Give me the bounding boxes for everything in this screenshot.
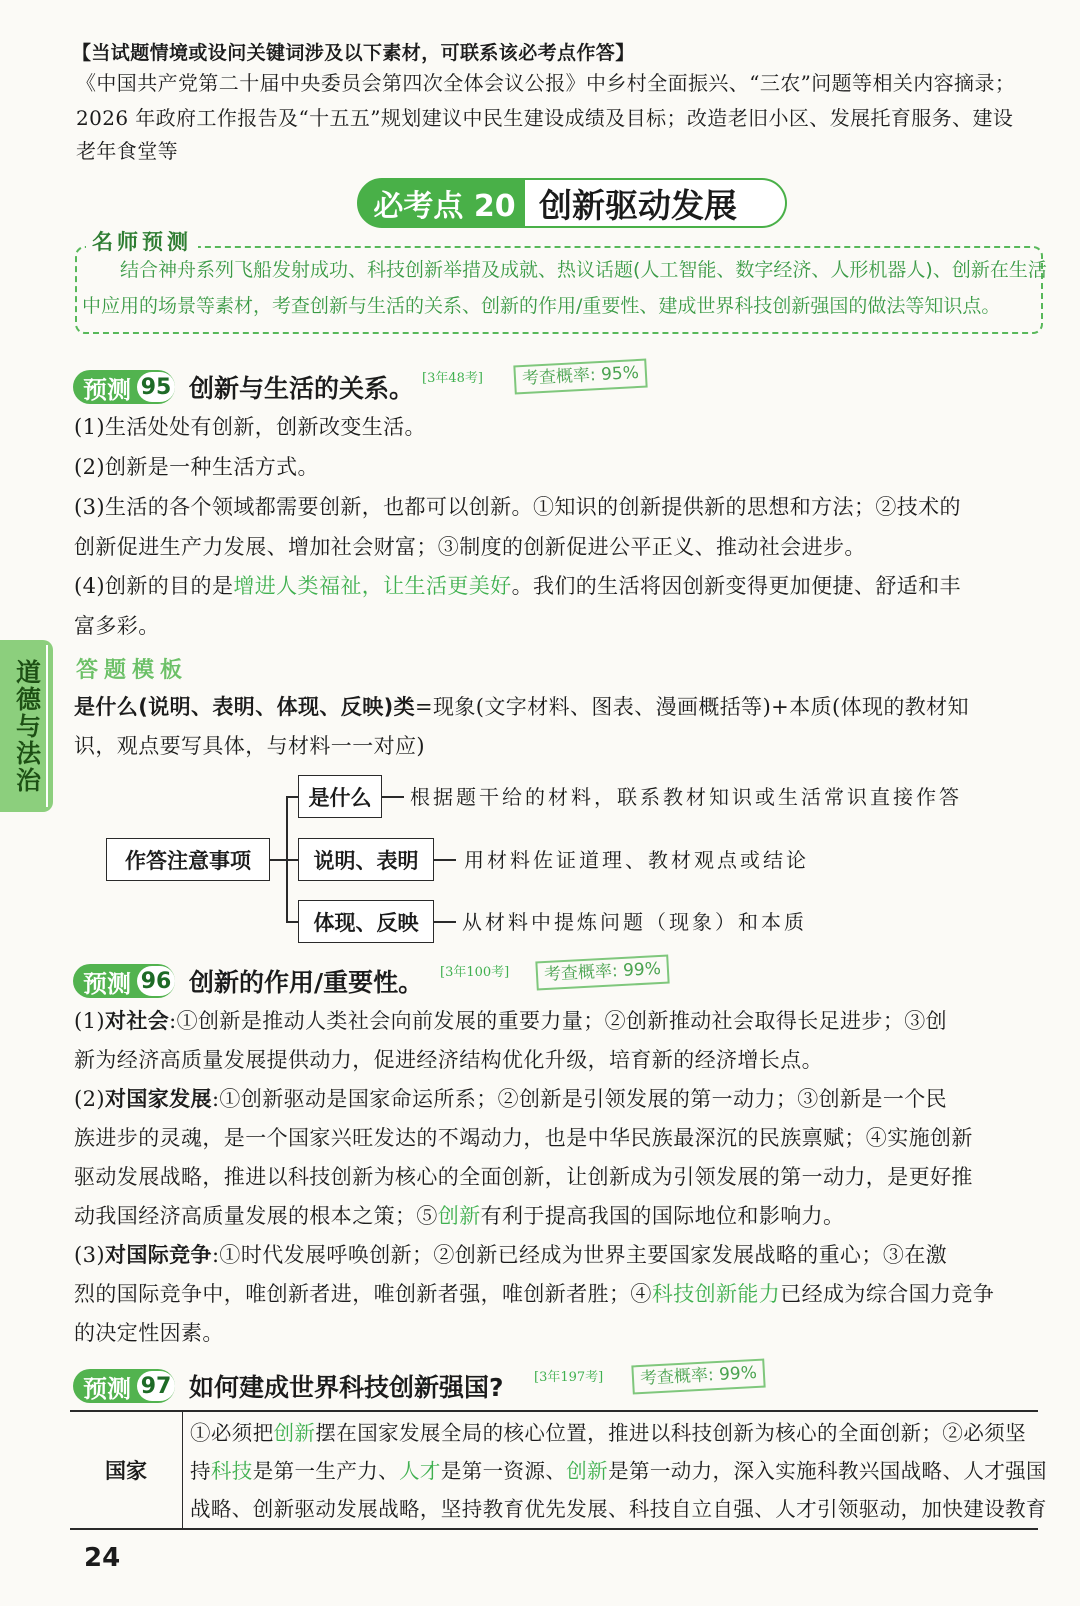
answer-template-label: 答题模板 [76,658,189,683]
section-banner [357,178,787,228]
teacher-line-1: 结合神舟系列飞船发射成功、科技创新举措及成就、热议话题(人工智能、数字经济、人形机器人)、创新在生活 [120,259,1047,281]
subject-side-tab-label: 道德与法治 [12,658,42,794]
prediction-95-title: 创新与生活的关系。 [189,374,415,403]
p96-society-line-2: 新为经济高质量发展提供动力，促进经济结构优化升级，培育新的经济增长点。 [74,1048,823,1072]
p95-line-3: (3)生活的各个领域都需要创新，也都可以创新。①知识的创新提供新的思想和方法；②技术的 [74,495,961,519]
p96-society-line-1: (1)对社会:①创新是推动人类社会向前发展的重要力量；②创新推动社会取得长足进步；③创 [74,1009,948,1033]
template-line-2: 识，观点要写具体，与材料一一对应) [74,734,425,758]
diagram-box-explain: 说明、表明 [298,838,434,881]
prediction-95-probability: 考查概率: 95% [513,359,647,395]
p95-line-6: 富多彩。 [74,614,160,638]
diagram-text-explain: 用材料佐证道理、教材观点或结论 [464,848,809,872]
p96-nation-line-4: 动我国经济高质量发展的根本之策；⑤创新有利于提高我国的国际地位和影响力。 [74,1204,845,1228]
prediction-96-number: 96 [137,966,175,996]
table-line-3: 战略、创新驱动发展战略，坚持教育优先发展、科技自立自强、人才引领驱动，加快建设教育 [190,1497,1047,1521]
diagram-box-reflect: 体现、反映 [298,900,434,943]
diagram-box-what: 是什么 [298,775,382,818]
intro-line-1: 《中国共产党第二十届中央委员会第四次全体会议公报》中乡村全面振兴、“三农”问题等相关内容摘录； [76,71,1016,95]
intro-header: 【当试题情境或设问关键词涉及以下素材，可联系该必考点作答】 [72,42,635,64]
subject-side-tab [0,640,53,812]
p96-nation-line-2: 族进步的灵魂，是一个国家兴旺发达的不竭动力，也是中华民族最深沉的民族禀赋；④实施创新 [74,1126,973,1150]
prediction-96-title: 创新的作用/重要性。 [189,968,424,997]
table-row-label: 国家 [70,1412,183,1528]
diagram-text-reflect: 从材料中提炼问题（现象）和本质 [462,910,807,934]
prediction-97-title: 如何建成世界科技创新强国? [189,1373,504,1402]
p95-line-2: (2)创新是一种生活方式。 [74,455,319,479]
p96-nation-line-3: 驱动发展战略，推进以科技创新为核心的全面创新，让创新成为引领发展的第一动力，是更好推 [74,1165,973,1189]
p95-line-1: (1)生活处处有创新，创新改变生活。 [74,415,426,439]
p96-nation-line-1: (2)对国家发展:①创新驱动是国家命运所系；②创新是引领发展的第一动力；③创新是一个民 [74,1087,948,1111]
prediction-95-number: 95 [137,372,175,402]
intro-line-2: 2026 年政府工作报告及“十五五”规划建议中民生建设成绩及目标；改造老旧小区、发展托育服务、建设 [76,106,1014,130]
prediction-95-note: [3年48考] [422,371,483,386]
teacher-line-2: 中应用的场景等素材，考查创新与生活的关系、创新的作用/重要性、建成世界科技创新强国的做法等知识点。 [82,295,1001,317]
banner-title: 创新驱动发展 [525,178,787,228]
p96-intl-line-1: (3)对国际竞争:①时代发展呼唤创新；②创新已经成为世界主要国家发展战略的重心；③在激 [74,1243,948,1267]
prediction-97-number: 97 [137,1371,175,1401]
prediction-95-badge: 预测 95 [73,370,175,404]
prediction-97-badge: 预测 97 [73,1369,175,1403]
prediction-97-note: [3年197考] [534,1370,604,1385]
banner-key-point: 必考点 20 [357,178,532,228]
teacher-prediction-label: 名师预测 [86,226,198,256]
prediction-97-probability: 考查概率: 99% [631,1359,765,1395]
p96-intl-line-3: 的决定性因素。 [74,1321,224,1345]
p95-line-5: (4)创新的目的是增进人类福祉，让生活更美好。我们的生活将因创新变得更加便捷、舒适和丰 [74,574,961,598]
diagram-root-box: 作答注意事项 [106,838,270,881]
diagram-text-what: 根据题干给的材料，联系教材知识或生活常识直接作答 [410,785,962,809]
p96-intl-line-2: 烈的国际竞争中，唯创新者进，唯创新者强，唯创新者胜；④科技创新能力已经成为综合国力竞争 [74,1282,995,1306]
prediction-96-note: [3年100考] [440,965,510,980]
table-line-2: 持科技是第一生产力、人才是第一资源、创新是第一动力，深入实施科教兴国战略、人才强国 [190,1459,1047,1483]
table-line-1: ①必须把创新摆在国家发展全局的核心位置，推进以科技创新为核心的全面创新；②必须坚 [190,1421,1027,1445]
prediction-96-badge: 预测 96 [73,964,175,998]
template-line-1: 是什么(说明、表明、体现、反映)类=现象(文字材料、图表、漫画概括等)+本质(体现的教材知 [74,695,969,719]
page-number: 24 [84,1543,121,1573]
p95-line-4: 创新促进生产力发展、增加社会财富；③制度的创新促进公平正义、推动社会进步。 [74,535,866,559]
p95-highlight-purpose: 增进人类福祉，让生活更美好 [233,574,512,598]
prediction-96-probability: 考查概率: 99% [535,955,669,991]
intro-line-3: 老年食堂等 [76,139,178,163]
